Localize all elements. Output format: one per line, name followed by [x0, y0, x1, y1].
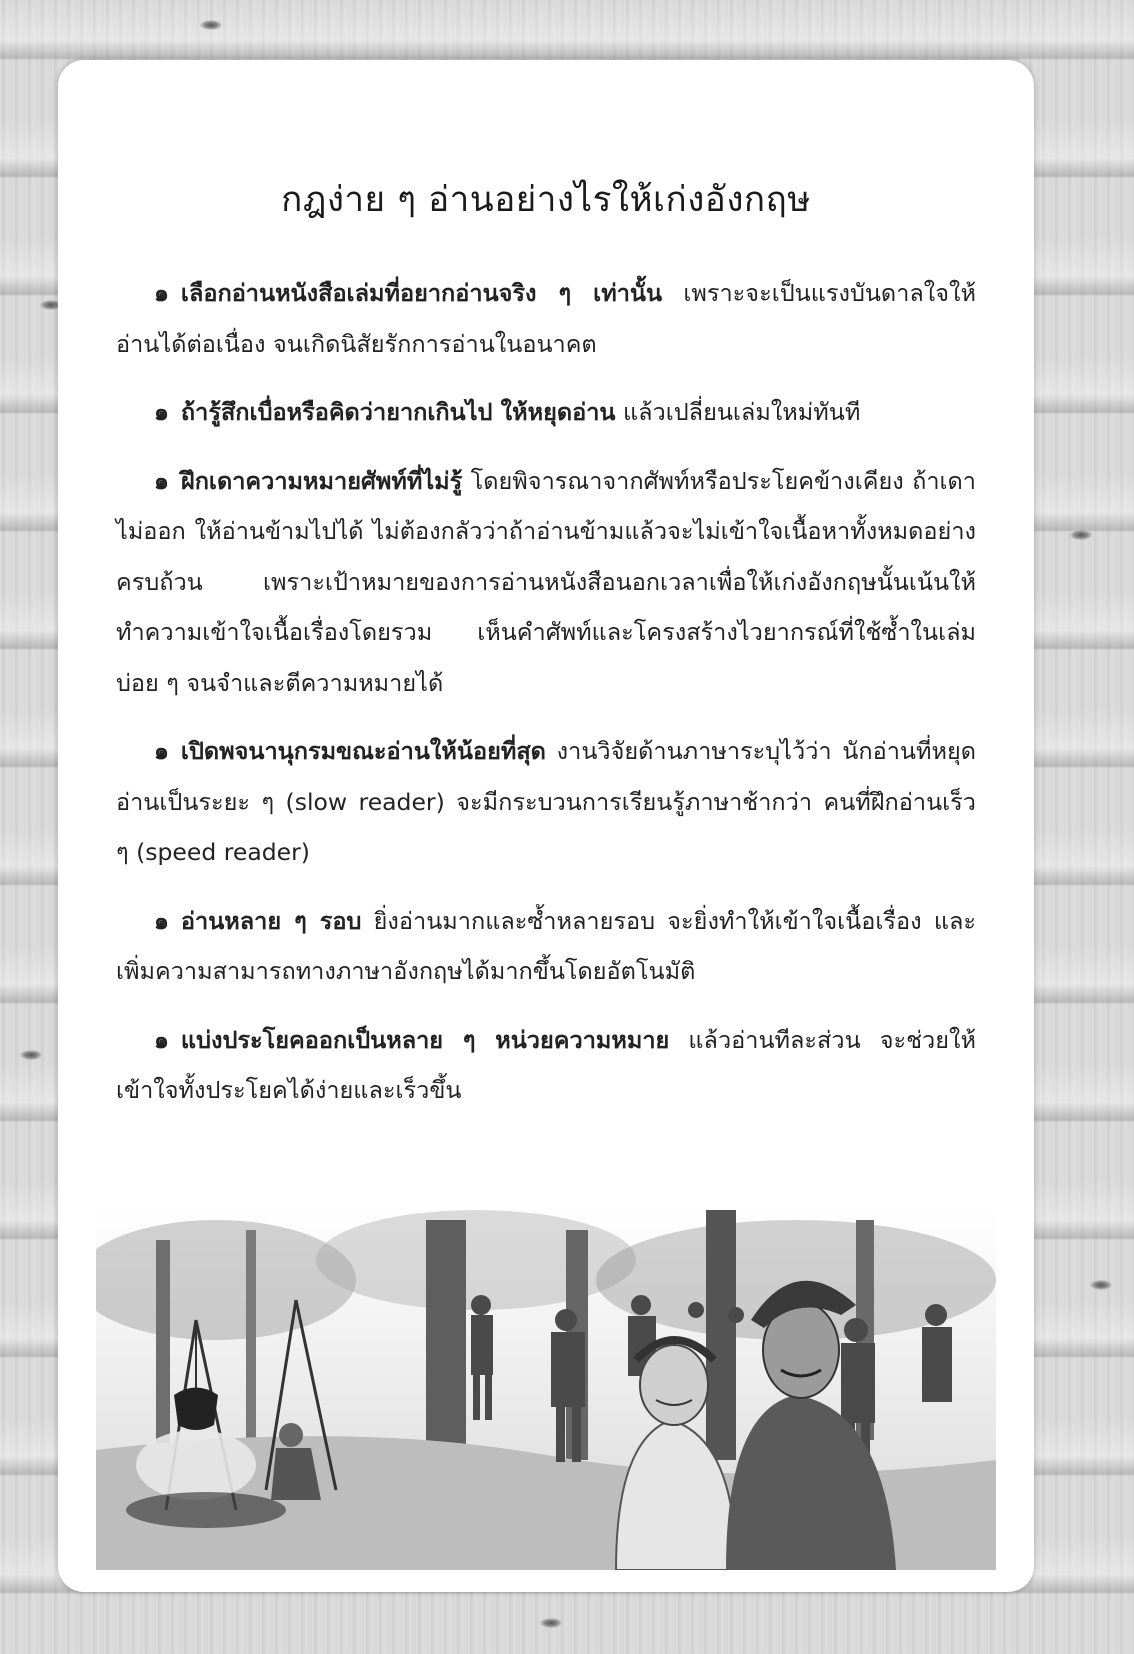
rule-item [116, 1015, 976, 1116]
rule-text: ยิ่งอ่านมากและซ้ำหลายรอบ จะยิ่งทำให้เข้าใจเนื้อเรื่อง และเพิ่มความสามารถทางภาษาอังกฤษได้มากขึ้นโดยอัตโนมัติ [116, 906, 976, 985]
rule-item [116, 896, 976, 997]
rule-item [116, 268, 976, 369]
rules-list [116, 268, 976, 1134]
rule-item [116, 726, 976, 878]
rule-text: แล้วอ่านทีละส่วน จะช่วยให้เข้าใจทั้งประโยคได้ง่ายและเร็วขึ้น [116, 1025, 976, 1104]
rule-heading: เปิดพจนานุกรมขณะอ่านให้น้อยที่สุด [180, 737, 546, 765]
rule-text: แล้วเปลี่ยนเล่มใหม่ทันที [615, 398, 861, 426]
rule-number: ๑ [154, 906, 169, 935]
rule-number: ๑ [154, 466, 169, 495]
page-card [58, 60, 1034, 1592]
tree-trunk [706, 1210, 736, 1460]
rule-heading: อ่านหลาย ๆ รอบ [180, 906, 362, 935]
rule-number: ๑ [154, 398, 169, 426]
rule-item [116, 387, 976, 438]
rule-number: ๑ [154, 279, 169, 307]
forest-camp-illustration [96, 1210, 996, 1570]
figure-head [279, 1423, 303, 1447]
rule-number: ๑ [154, 1025, 169, 1054]
tree-trunk [426, 1220, 466, 1470]
rule-text: งานวิจัยด้านภาษาระบุไว้ว่า นักอ่านที่หยุดอ่านเป็นระยะ ๆ (slow reader) จะมีกระบวนการเรียนรู้ภาษาช้ากว่า คนที่ฝึกอ่านเร็ว ๆ (speed reader) [116, 737, 976, 866]
fire-logs [126, 1492, 286, 1528]
rule-text: โดยพิจารณาจากศัพท์หรือประโยคข้างเคียง ถ้าเดาไม่ออก ให้อ่านข้ามไปได้ ไม่ต้องกลัวว่าถ้าอ่านข้ามแล้วจะไม่เข้าใจเนื้อหาทั้งหมดอย่างครบถ้วน เพราะเป้าหมายของการอ่านหนังสือนอกเวลาเพื่อให้เก่งอังกฤษนั้นเน้นให้ทำความเข้าใจเนื้อเรื่องโดยรวม เห็นคำศัพท์และโครงสร้างไวยากรณ์ที่ใช้ซ้ำในเล่มบ่อย ๆ จนจำและตีความหมายได้ [116, 466, 976, 697]
page-title: กฎง่าย ๆ อ่านอย่างไรให้เก่งอังกฤษ [281, 180, 811, 220]
rule-heading: แบ่งประโยคออกเป็นหลาย ๆ หน่วยความหมาย [180, 1025, 670, 1054]
cooking-pot [174, 1388, 218, 1431]
rule-heading: เลือกอ่านหนังสือเล่มที่อยากอ่านจริง ๆ เท่านั้น [180, 279, 663, 307]
rule-item [116, 456, 976, 709]
tree-trunk [246, 1230, 256, 1450]
rule-heading: ถ้ารู้สึกเบื่อหรือคิดว่ายากเกินไป ให้หยุดอ่าน [180, 398, 616, 426]
smoke [136, 1430, 256, 1500]
rule-text: เพราะจะเป็นแรงบันดาลใจให้อ่านได้ต่อเนื่อง จนเกิดนิสัยรักการอ่านในอนาคต [116, 279, 976, 358]
rule-number: ๑ [154, 737, 169, 765]
rule-heading: ฝึกเดาความหมายศัพท์ที่ไม่รู้ [180, 466, 463, 495]
